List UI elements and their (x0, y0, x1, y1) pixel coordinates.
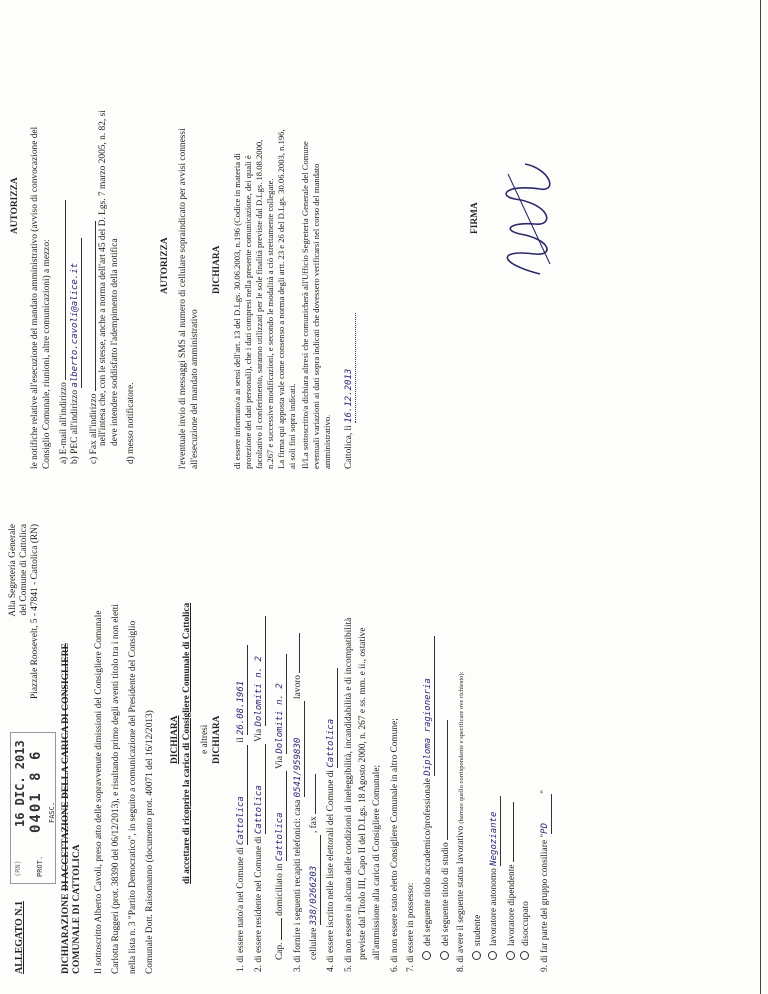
e-altresi: e altresì (200, 724, 210, 754)
dichiara-line-8: eventuali variazioni ai dati sopra indicati che dovessero verificarsi nel corso del mandato (311, 163, 321, 469)
title-option-2[interactable]: del seguente titolo di studio (438, 720, 452, 960)
addressee-line-3: Piazzale Roosevelt, 5 - 47841 - Cattolica (RN) (30, 524, 40, 699)
option-d[interactable]: d) messo notificatore. (126, 382, 136, 464)
addressee-line-2: del Comune di Cattolica (19, 524, 29, 616)
stamp-number: 0401 8 6 (28, 749, 44, 833)
item-3: 3. di fornire i seguenti recapiti telefonici: casa 0541/959830 lavoro (290, 633, 305, 972)
item-4: 4. di essere iscritto nelle liste elettorali del Comune di Cattolica (326, 668, 338, 972)
item-6: 6. di non essere stato eletto Consigliere Comunale in altro Comune; (390, 718, 400, 972)
item-2b: Cap. domiciliato in Cattolica Via Dolomiti n. 2 (272, 654, 287, 960)
title-option-1[interactable]: del seguente titolo accademico/professionale Diploma ragioneria (422, 636, 435, 960)
dichiara-title-2: DICHIARA (212, 715, 222, 764)
item-1: 1. di essere nato/a nel Comune di Cattolica il 26.08.1961 (236, 645, 248, 972)
radio-icon[interactable] (472, 951, 481, 960)
addressee (8, 524, 41, 704)
stamp-fasc: FASC. (48, 801, 56, 823)
protocol-stamp (10, 732, 56, 884)
dichiara-line-4: n.267 e successive modificazioni, e secondo le modalità a ciò strettamente collegate. (265, 178, 275, 469)
item-8: 8. di avere il seguente status lavorativo (barrare quello corrispondente e specificare ove richiesto): (456, 671, 466, 972)
status-employee[interactable]: lavoratore dipendente (504, 802, 518, 960)
dichiara-line-9: amministrativo. (322, 414, 332, 469)
domicile-value: Cattolica (275, 771, 287, 861)
intro-line-1: Il sottoscritto Alberto Cavoli, preso atto delle sopravvenute dimissioni del Consigliere Comunale (94, 610, 104, 974)
option-c[interactable]: c) Fax all'indirizzo (86, 221, 100, 464)
domicile-street: Dolomiti n. 2 (275, 654, 287, 754)
subject-text: DI ACCETTAZIONE DELLA CARICA DI CONSIGLIERE (60, 643, 71, 892)
item-5-line-3: all'ammissione alla carica di Consigliere Comunale; (372, 764, 382, 960)
radio-icon[interactable] (422, 951, 431, 960)
subject-prefix: DICHIARAZIONE (60, 893, 71, 974)
home-phone-value: 0541/959830 (293, 701, 305, 797)
status-self-employed[interactable]: lavoratore autonomo Negoziante (488, 796, 501, 960)
option-b[interactable]: b) PEC all'indirizzo alberto.cavoli@alice.it (70, 238, 82, 464)
autorizza-title: AUTORIZZA (10, 177, 20, 234)
item-5-line-2: previste dal Titolo III, Capo II del D.Lgs. 18 Agosto 2000, n. 267 e ss. mm. e ii., ostative (358, 627, 368, 960)
dichiara-line-5: La firma qui apposta vale come consenso a norma degli artt. 23 e 26 del D.Lgs. 30.06.2003, n.196, (276, 129, 286, 469)
item-5: 5. di non essere in alcuna delle condizioni di ineleggibilità, incandidabilità e di incompatibilità (344, 617, 354, 972)
radio-icon[interactable] (506, 951, 515, 960)
title-value: Diploma ragioneria (423, 636, 435, 776)
option-a[interactable]: a) E-mail all'indirizzo (56, 200, 70, 464)
item-2: 2. di essere residente nel Comune di Cattolica Via Dolomiti n. 2 (254, 617, 266, 973)
addressee-line-1: Alla Segreteria Generale (8, 524, 18, 617)
birthplace-value: Cattolica (236, 745, 248, 845)
firma-label: FIRMA (470, 202, 480, 234)
autorizza-line-2: Consiglio Comunale, riunioni, altre comunicazioni) a mezzo: (42, 239, 52, 469)
residence-value: Cattolica (254, 744, 266, 834)
item-3b: cellulare 338/0266203 , fax (306, 774, 321, 960)
radio-icon[interactable] (488, 951, 497, 960)
dichiara-title-right: DICHIARA (212, 245, 222, 294)
option-c-line-2: nell'intesa che, con le stesse, anche a norma dell'art 45 del D. Lgs. 7 marzo 2005, n. 82, si (98, 110, 108, 446)
intro-line-3: nella lista n. 3 "Partito Democratico", in seguito a comunicazione del Presidente del Consiglio (128, 620, 138, 974)
dichiara-title: DICHIARA (170, 715, 180, 764)
birthdate-value: 26.08.1961 (236, 645, 248, 735)
date-value: 16.12.2013 (344, 313, 356, 423)
radio-icon[interactable] (520, 951, 529, 960)
dichiara-line-2: protezione dei dati personali), che i dati compresi nella presente comunicazione, dei quali è (243, 155, 253, 469)
autorizza2-line-2: all'esecuzione del mandato amministrativo (190, 309, 200, 469)
stamp-province: (RN) (14, 860, 22, 877)
residence-street: Dolomiti n. 2 (254, 617, 266, 727)
pec-value: alberto.cavoli@alice.it (70, 238, 82, 388)
item-7: 7. di essere in possesso: (406, 882, 416, 972)
item-9: 9. di far parte del gruppo consiliare "PD" (540, 790, 550, 972)
autorizza2-line-1: l'eventuale invio di messaggi SMS al numero di cellulare sopraindicato per avvisi connessi (178, 128, 188, 469)
subject-line (60, 643, 71, 974)
signature-icon (480, 144, 570, 294)
allegato-label: ALLEGATO N.1 (14, 901, 25, 974)
status-student[interactable]: studente (472, 915, 484, 960)
group-value: PD (540, 794, 552, 834)
intro-line-4: Comunale Dott. Raisomanno (documento prot. 40071 del 16/12/2013) (145, 710, 155, 974)
status-unemployed[interactable]: disoccupato (520, 901, 532, 960)
subject-line-2: COMUNALE DI CATTOLICA (71, 844, 82, 974)
autorizza-line-1: le notifiche relative all'esecuzione del mandato amministrativo (avviso di convocazione del (30, 126, 40, 469)
mobile-value: 338/0266203 (309, 835, 321, 925)
scan-edge-line (760, 0, 761, 994)
radio-icon[interactable] (440, 951, 449, 960)
dichiara-line-6: ai soli fini sopra indicati. (287, 383, 297, 469)
electoral-list-value: Cattolica (326, 668, 338, 768)
place-date: Cattolica, lì 16.12.2013 (344, 313, 356, 469)
dichiara-subtitle: di accettare di ricoprire la carica di Consigliere Comunale di Cattolica (182, 602, 192, 884)
stamp-prot: PROT. (36, 855, 44, 877)
dichiara-line-7: Il/La sottoscritto/a dichiara altresì che comunicherà all'Ufficio Segreteria Generale del Comune (300, 141, 310, 469)
dichiara-line-1: di essere informato/a ai sensi dell'art. 13 del D.Lgs. 30.06.2003, n.196 (Codice in materia di (232, 153, 242, 469)
autorizza-title-2: AUTORIZZA (160, 237, 170, 294)
stamp-date: 16 DIC. 2013 (13, 740, 27, 827)
dichiara-line-3: facoltativo il conferimento, saranno utilizzati per le sole finalità previste dal D.Lgs. 18.08.2000, (254, 139, 264, 469)
self-employed-value: Negoziante (489, 796, 501, 866)
intro-line-2: Carlotta Ruggeri (prot. 38390 del 06/12/2013), e risultando primo degli aventi titolo tra i non eletti (111, 604, 121, 974)
option-c-line-3: deve intendere soddisfatto l'adempimento della notifica (110, 238, 120, 446)
